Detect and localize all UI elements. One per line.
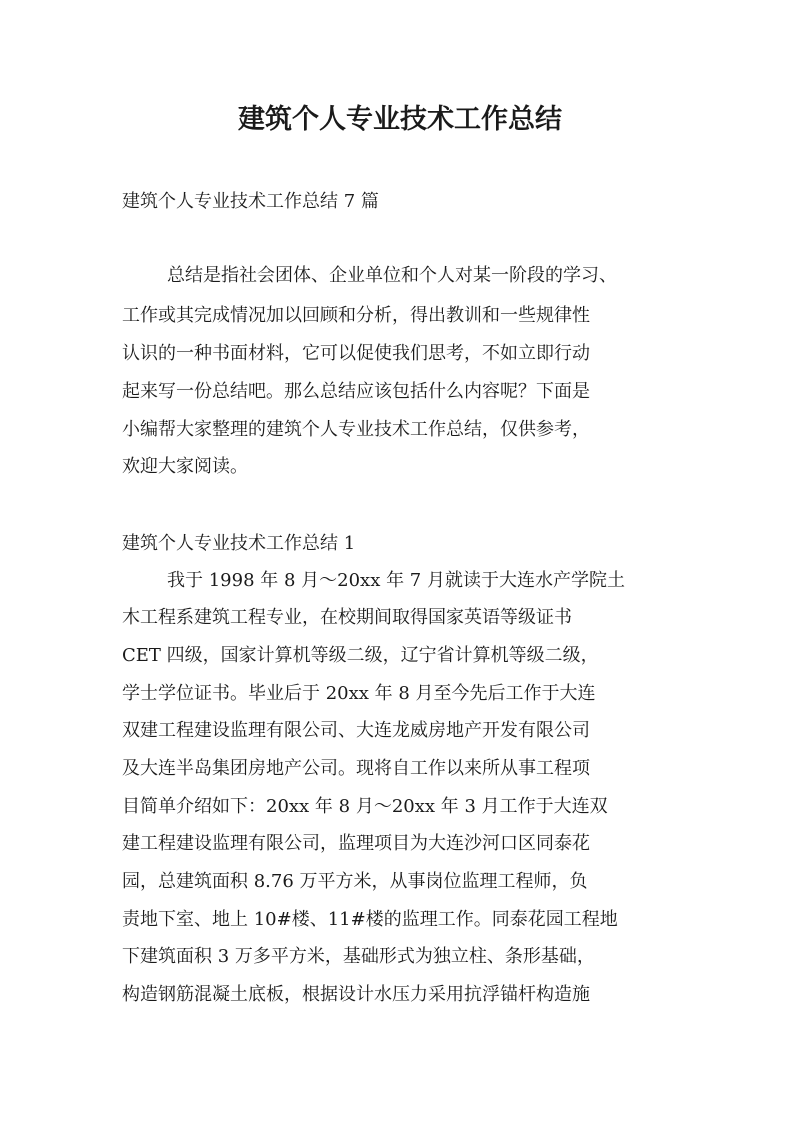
body-line: 下建筑面积 3 万多平方米，基础形式为独立柱、条形基础， <box>122 946 595 967</box>
body-line: 目简单介绍如下：20xx 年 8 月～20xx 年 3 月工作于大连双 <box>122 796 608 817</box>
intro-line: 起来写一份总结吧。那么总结应该包括什么内容呢？下面是 <box>122 381 590 402</box>
body-line: 建工程建设监理有限公司，监理项目为大连沙河口区同泰花 <box>122 833 590 854</box>
intro-line: 小编帮大家整理的建筑个人专业技术工作总结，仅供参考， <box>122 419 590 440</box>
body-line: 及大连半岛集团房地产公司。现将自工作以来所从事工程项 <box>122 758 590 779</box>
document-title: 建筑个人专业技术工作总结 <box>238 104 562 135</box>
body-line: 我于 1998 年 8 月～20xx 年 7 月就读于大连水产学院土 <box>167 570 625 591</box>
intro-line: 工作或其完成情况加以回顾和分析，得出教训和一些规律性 <box>122 305 590 326</box>
body-line: 构造钢筋混凝土底板，根据设计水压力采用抗浮锚杆构造施 <box>122 984 590 1005</box>
body-line: 园，总建筑面积 8.76 万平方米，从事岗位监理工程师，负 <box>122 871 588 892</box>
body-line: CET 四级，国家计算机等级二级，辽宁省计算机等级二级， <box>122 645 599 666</box>
intro-line: 认识的一种书面材料，它可以促使我们思考，不如立即行动 <box>122 343 590 364</box>
body-line: 双建工程建设监理有限公司、大连龙威房地产开发有限公司 <box>122 720 590 741</box>
intro-line: 欢迎大家阅读。 <box>122 456 248 477</box>
body-line: 木工程系建筑工程专业，在校期间取得国家英语等级证书 <box>122 607 572 628</box>
body-line: 学士学位证书。毕业后于 20xx 年 8 月至今先后工作于大连 <box>122 683 596 704</box>
document-subtitle: 建筑个人专业技术工作总结 7 篇 <box>122 191 379 212</box>
section-heading: 建筑个人专业技术工作总结 1 <box>122 533 356 554</box>
intro-line: 总结是指社会团体、企业单位和个人对某一阶段的学习、 <box>167 265 617 286</box>
body-line: 责地下室、地上 10#楼、11#楼的监理工作。同泰花园工程地 <box>122 909 618 930</box>
